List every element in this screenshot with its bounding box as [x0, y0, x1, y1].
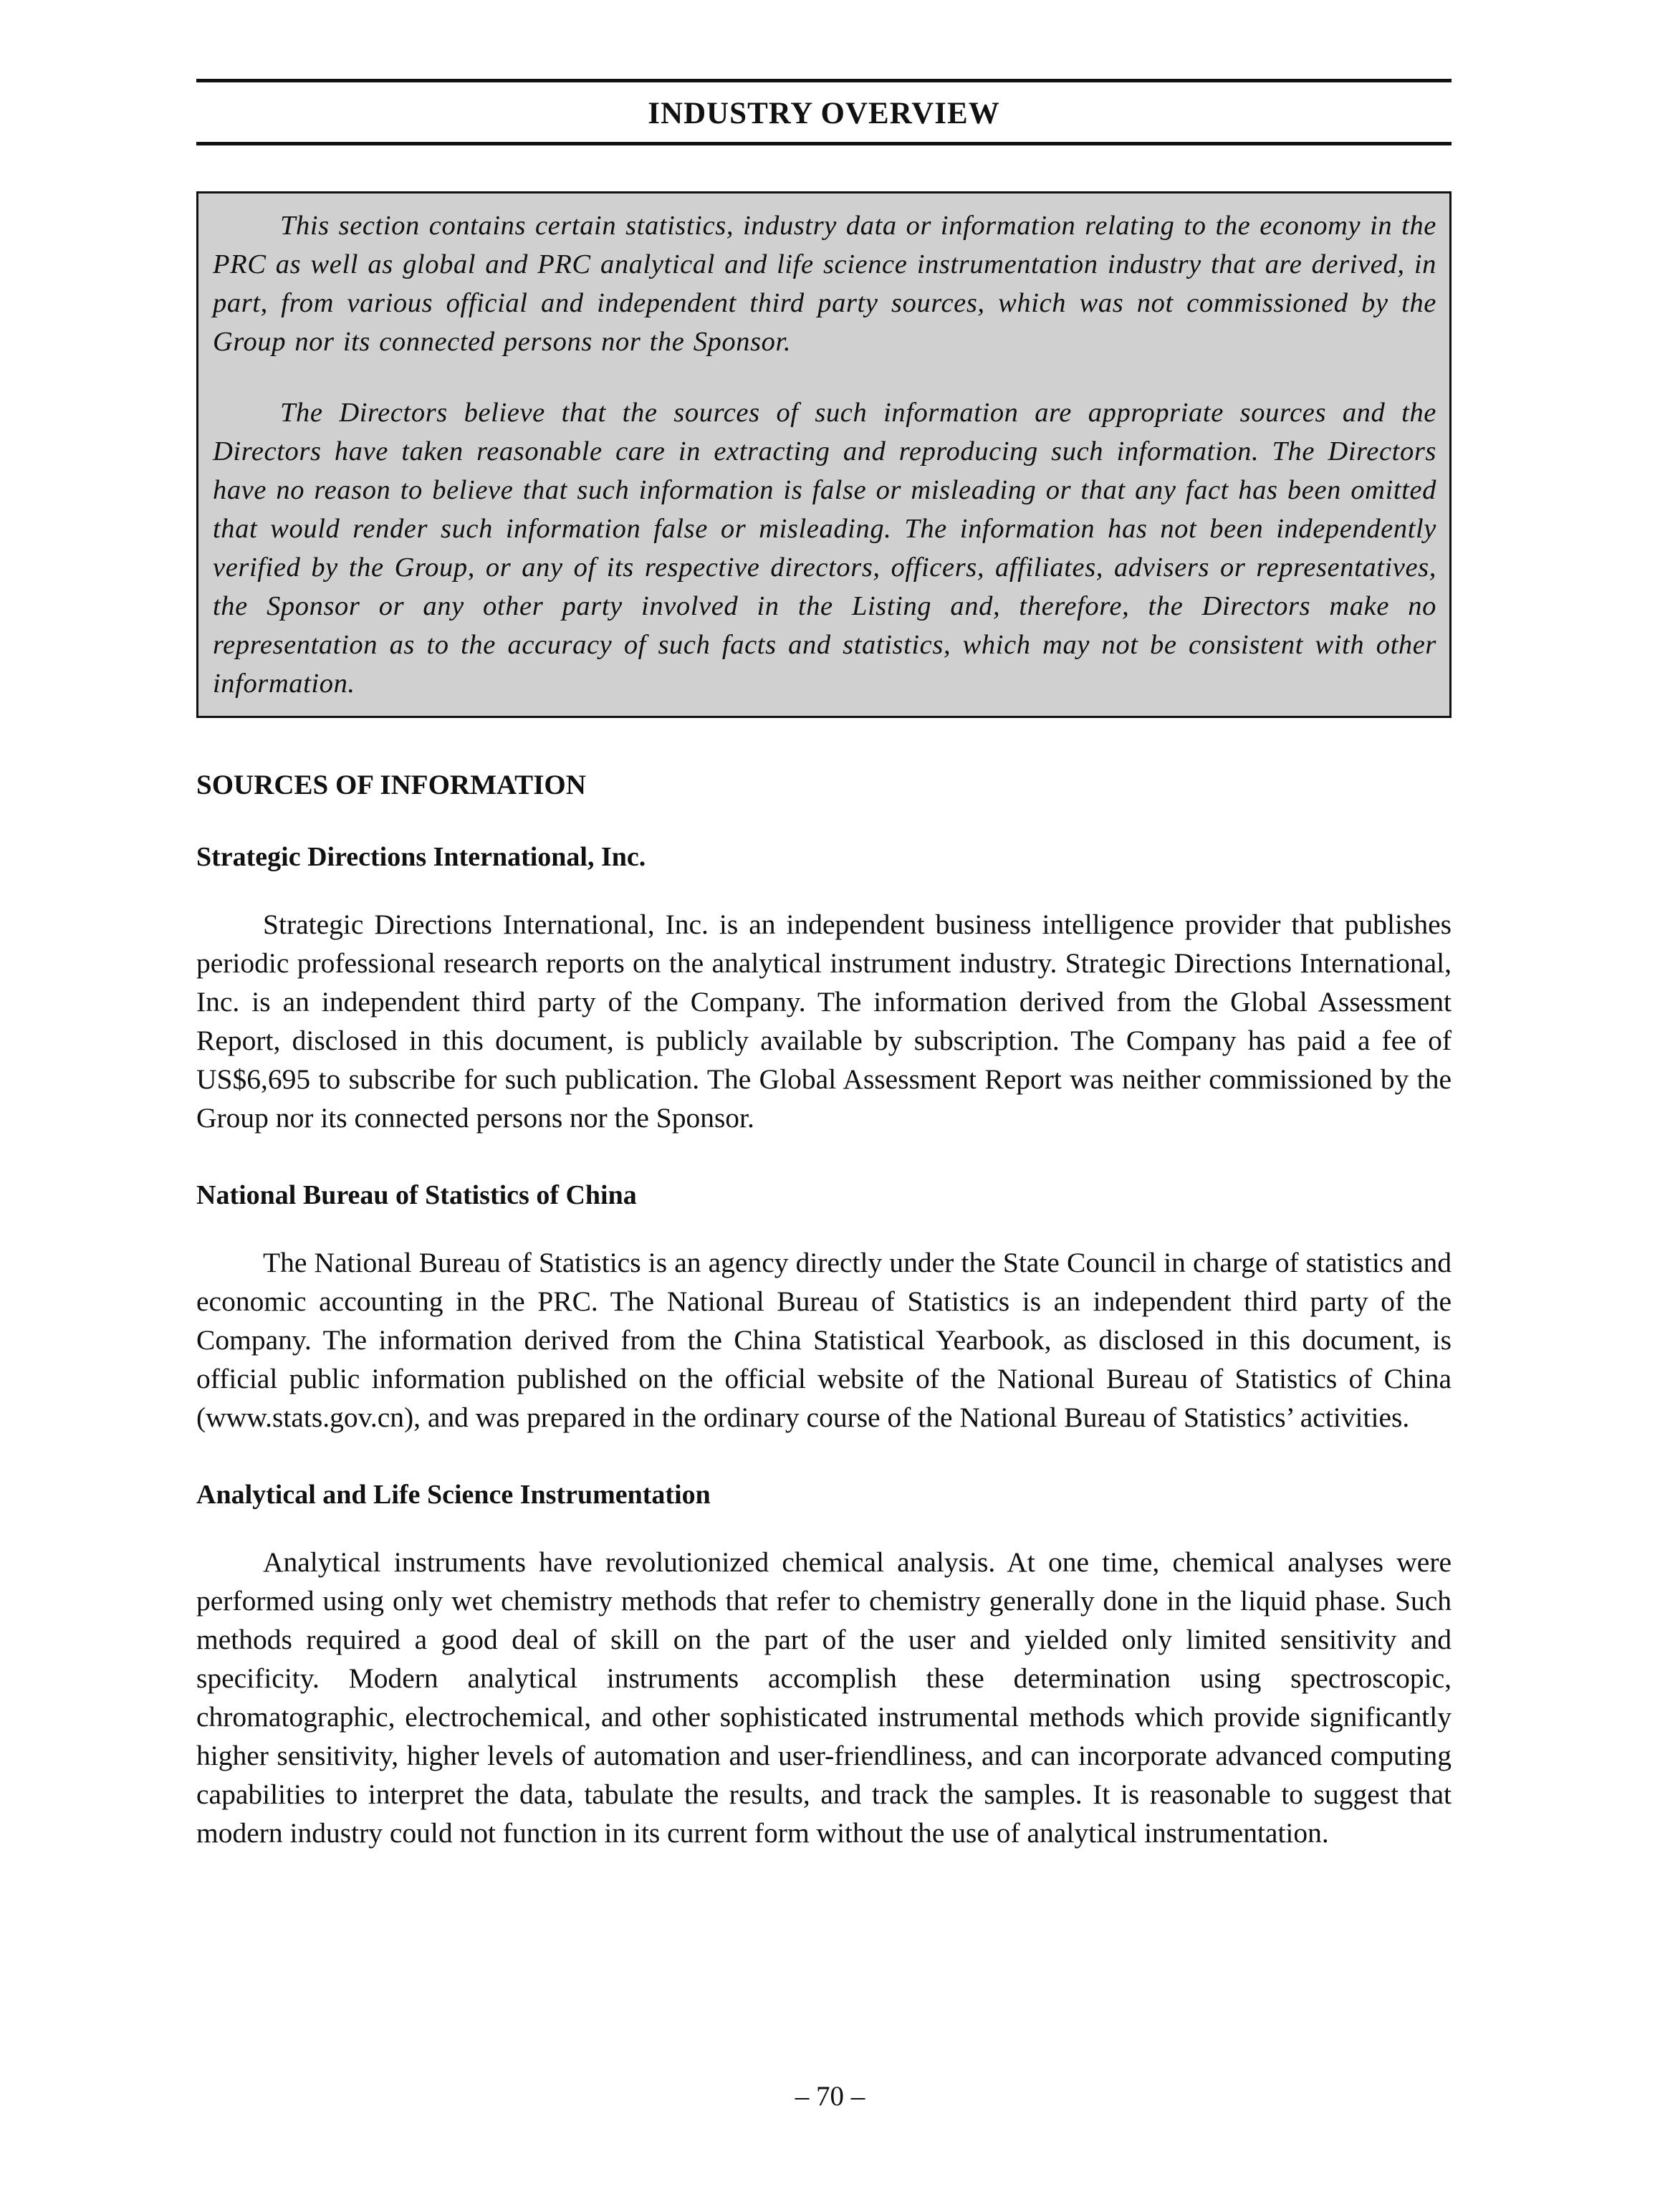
subheading-sdi: Strategic Directions International, Inc. — [196, 842, 646, 872]
page-number: – 70 – — [795, 2081, 865, 2112]
header-bottom-rule — [196, 142, 1452, 145]
paragraph-nbs: The National Bureau of Statistics is an agency directly under the State Council in charge of statistics and economic accounting in the PRC. The National Bureau of Statistics is an independent third party of the Company. The information derived from the China Statistical Yearbook, as disclosed in this document, is official public information published on the official website of the National Bureau of Statistics of China (www.stats.gov.cn), and was prepared in the ordinary course of the National Bureau of Statistics’ activities. — [196, 1247, 1452, 1433]
paragraph-sdi: Strategic Directions International, Inc. is an independent business intelligence provider that publishes periodic professional research reports on the analytical instrument industry. Strategic Directions International, Inc. is an independent third party of the Company. The information derived from the Global Assessment Report, disclosed in this document, is publicly available by subscription. The Company has paid a fee of US$6,695 to subscribe for such publication. The Global Assessment Report was neither commissioned by the Group nor its connected persons nor the Sponsor. — [196, 909, 1452, 1134]
subheading-instrumentation: Analytical and Life Science Instrumentation — [196, 1480, 711, 1510]
section-heading-sources: SOURCES OF INFORMATION — [196, 770, 586, 800]
disclaimer-box — [196, 191, 1452, 718]
paragraph-instrumentation: Analytical instruments have revolutionized chemical analysis. At one time, chemical analyses were performed using only wet chemistry methods that refer to chemistry generally done in the liquid phase. Such methods required a good deal of skill on the part of the user and yielded only limited sensitivity and specificity. Modern analytical instruments accomplish these determination using spectroscopic, chromatographic, electrochemical, and other sophisticated instrumental methods which provide significantly higher sensitivity, higher levels of automation and user-friendliness, and can incorporate advanced computing capabilities to interpret the data, tabulate the results, and track the samples. It is reasonable to suggest that modern industry could not function in its current form without the use of analytical instrumentation. — [196, 1546, 1452, 1849]
subheading-nbs: National Bureau of Statistics of China — [196, 1180, 637, 1210]
page-header-title: INDUSTRY OVERVIEW — [648, 97, 1000, 130]
disclaimer-paragraph-1: This section contains certain statistics, industry data or information relating to the economy in the PRC as well as global and PRC analytical and life science instrumentation industry that are derived, in part, from various official and independent third party sources, which was not commissioned by the Group nor its connected persons nor the Sponsor. — [213, 211, 1436, 357]
disclaimer-paragraph-2: The Directors believe that the sources of such information are appropriate sources and the Directors have taken reasonable care in extracting and reproducing such information. The Directors have no reason to believe that such information is false or misleading or that any fact has been omitted that would render such information false or misleading. The information has not been independently verified by the Group, or any of its respective directors, officers, affiliates, advisers or representatives, the Sponsor or any other party involved in the Listing and, therefore, the Directors make no representation as to the accuracy of such facts and statistics, which may not be consistent with other information. — [213, 398, 1436, 699]
document-page — [196, 79, 1452, 1852]
